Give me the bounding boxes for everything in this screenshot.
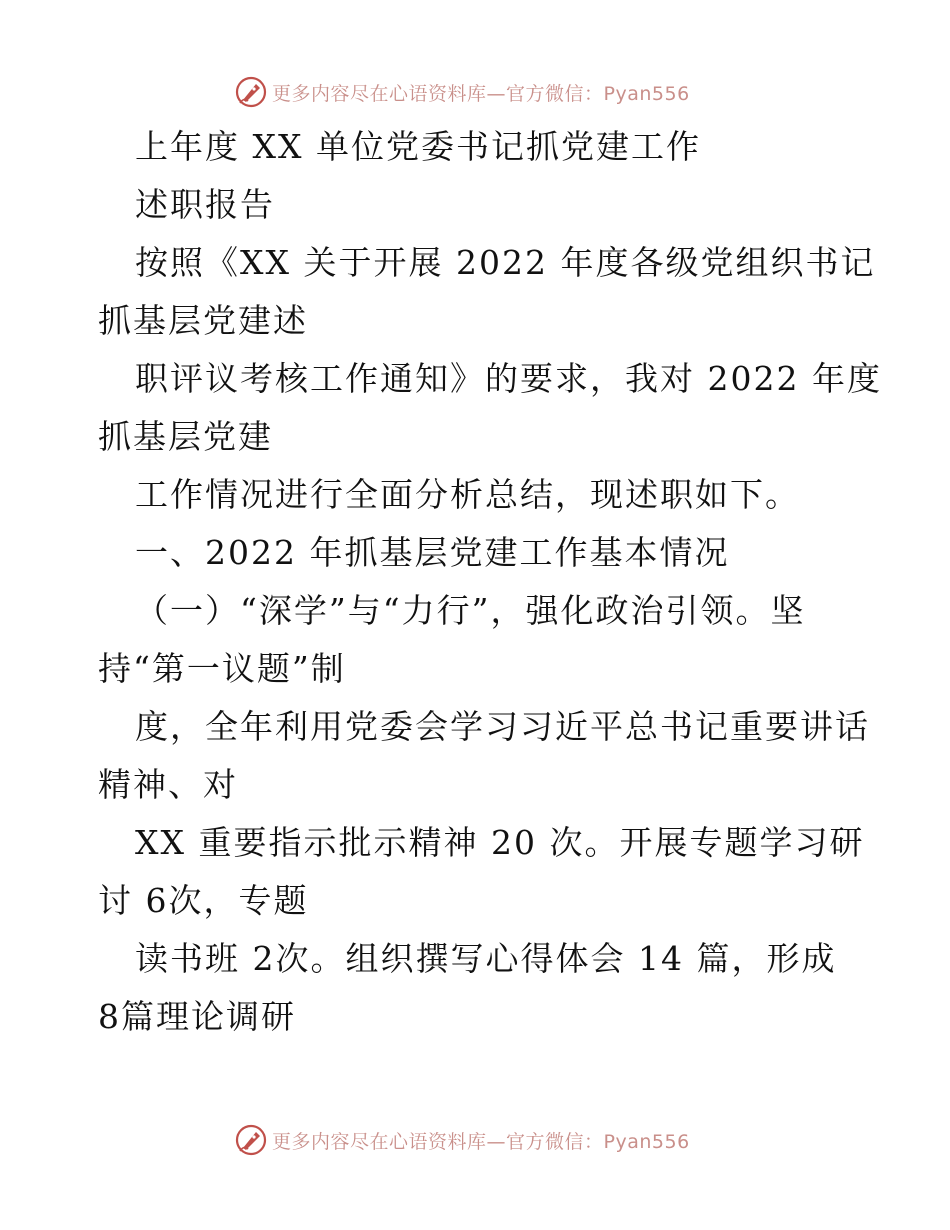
watermark-text: 更多内容尽在心语资料库—官方微信：Pyan556 (272, 1130, 690, 1153)
doc-line: XX 重要指示批示精神 20 次。开展专题学习研 (135, 823, 865, 862)
footer-watermark (234, 1120, 690, 1160)
doc-line: 读书班 2次。组织撰写心得体会 14 篇，形成 (135, 939, 837, 978)
doc-line: 持“第一议题”制 (98, 649, 346, 688)
doc-line: 抓基层党建述 (98, 301, 308, 340)
doc-line: 8篇理论调研 (98, 997, 296, 1036)
watermark-text: 更多内容尽在心语资料库—官方微信：Pyan556 (272, 82, 690, 105)
pen-nib-logo-icon (234, 75, 268, 109)
pen-nib-logo-icon (234, 1123, 268, 1157)
header-watermark (234, 72, 690, 112)
doc-line: （一）“深学”与“力行”，强化政治引领。坚 (135, 591, 806, 630)
doc-line: 职评议考核工作通知》的要求，我对 2022 年度 (135, 359, 882, 398)
doc-line: 上年度 XX 单位党委书记抓党建工作 (135, 127, 701, 166)
doc-line: 讨 6次，专题 (98, 881, 309, 920)
doc-line: 按照《XX 关于开展 2022 年度各级党组织书记 (135, 243, 876, 282)
doc-line: 述职报告 (135, 185, 275, 224)
doc-line: 度，全年利用党委会学习习近平总书记重要讲话 (135, 707, 870, 746)
doc-line: 工作情况进行全面分析总结，现述职如下。 (135, 475, 800, 514)
doc-line: 抓基层党建 (98, 417, 273, 456)
doc-line: 精神、对 (98, 765, 238, 804)
doc-line: 一、2022 年抓基层党建工作基本情况 (135, 533, 730, 572)
